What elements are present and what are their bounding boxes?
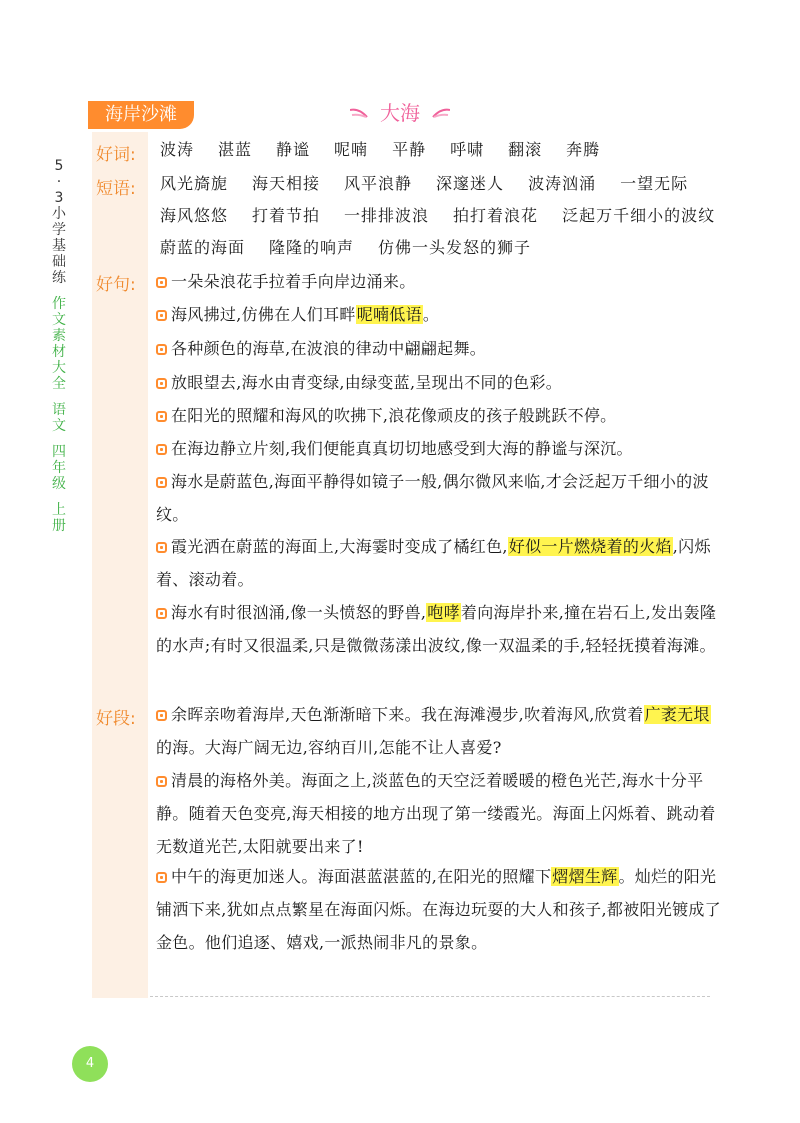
phrase-row-3 (160, 238, 555, 258)
page-title-block (340, 98, 460, 130)
phrase-row-2 (160, 206, 715, 226)
highlight: 熠熠生辉 (552, 867, 618, 886)
side-vertical-title (48, 158, 70, 534)
phrase-item: 风光旖旎 (160, 174, 229, 193)
side-char: 级 (52, 476, 66, 492)
phrase-item: 深邃迷人 (436, 174, 505, 193)
bullet-icon (156, 477, 167, 488)
side-char: 上 (52, 502, 66, 518)
phrase-item: 蔚蓝的海面 (160, 238, 246, 257)
side-char: 础 (52, 254, 66, 270)
bullet-icon (156, 411, 167, 422)
word-item: 波涛 (160, 140, 195, 159)
sentence-4: 放眼望去,海水由青变绿,由绿变蓝,呈现出不同的色彩。 (156, 366, 722, 399)
bullet-icon (156, 277, 167, 288)
paragraph-3: 中午的海更加迷人。海面湛蓝湛蓝的,在阳光的照耀下熠熠生辉。灿烂的阳光铺洒下来,犹如点点繁星在海面闪烁。在海边玩耍的大人和孩子,都被阳光镀成了金色。他们追逐、嬉戏,一派热闹非凡的景象。 (156, 867, 721, 952)
phrase-item: 海天相接 (252, 174, 321, 193)
side-char: 小 (52, 206, 66, 222)
phrase-item: 泛起万千细小的波纹 (562, 206, 716, 225)
bottom-divider (150, 996, 710, 997)
sentence-9: 海水有时很汹涌,像一头愤怒的野兽,咆哮着向海岸扑来,撞在岩石上,发出轰隆的水声;有时又很温柔,只是微微荡漾出波纹,像一双温柔的手,轻轻抚摸着海滩。 (156, 603, 717, 655)
sentence-8: 霞光洒在蔚蓝的海面上,大海霎时变成了橘红色,好似一片燃烧着的火焰,闪烁着、滚动着。 (156, 537, 711, 589)
side-char: 大 (52, 360, 66, 376)
phrase-item: 海风悠悠 (160, 206, 229, 225)
paragraph-1: 余晖亲吻着海岸,天色渐渐暗下来。我在海滩漫步,吹着海风,欣赏着广袤无垠的海。大海广阔无边,容纳百川,怎能不让人喜爱? (156, 705, 710, 757)
phrase-item: 一排排波浪 (344, 206, 430, 225)
highlight: 好似一片燃烧着的火焰 (508, 537, 672, 556)
bullet-icon (156, 710, 167, 721)
bullet-icon (156, 310, 167, 321)
phrase-item: 波涛汹涌 (528, 174, 597, 193)
left-ornament-icon (350, 108, 368, 118)
bullet-icon (156, 344, 167, 355)
side-char: 全 (52, 376, 66, 392)
side-subject (48, 402, 70, 434)
highlight: 广袤无垠 (644, 705, 710, 724)
word-item: 平静 (392, 140, 427, 159)
phrase-item: 仿佛一头发怒的狮子 (378, 238, 532, 257)
bullet-icon (156, 378, 167, 389)
word-list (160, 140, 624, 160)
phrase-item: 风平浪静 (344, 174, 413, 193)
bullet-icon (156, 444, 167, 455)
right-ornament-icon (432, 108, 450, 118)
side-char: 5 (54, 158, 64, 174)
bullet-icon (156, 542, 167, 553)
side-char: 素 (52, 328, 66, 344)
sentence-6: 在海边静立片刻,我们便能真真切切地感受到大海的静谧与深沉。 (156, 432, 722, 465)
bullet-icon (156, 872, 167, 883)
page-number: 4 (72, 1046, 108, 1082)
paragraph-2: 清晨的海格外美。海面之上,淡蓝色的天空泛着暖暖的橙色光芒,海水十分平静。随着天色变亮,海天相接的地方出现了第一缕霞光。海面上闪烁着、跳动着无数道光芒,太阳就要出来了! (156, 771, 716, 856)
side-char: 作 (52, 296, 66, 312)
side-char: 练 (52, 270, 66, 286)
word-item: 静谧 (276, 140, 311, 159)
highlight: 咆哮 (427, 603, 460, 622)
sentence-2: 海风拂过,仿佛在人们耳畔呢喃低语。 (156, 298, 722, 331)
side-char: 3 (54, 190, 64, 206)
word-item: 翻滚 (508, 140, 543, 159)
section-tag: 海岸沙滩 (88, 101, 194, 129)
phrase-item: 拍打着浪花 (453, 206, 539, 225)
side-char: 文 (52, 418, 66, 434)
side-char: 年 (52, 460, 66, 476)
word-item: 呼啸 (450, 140, 485, 159)
label-phrases: 短语: (96, 179, 136, 199)
side-char: 四 (52, 444, 66, 460)
side-brand (48, 158, 70, 286)
label-sentences: 好句: (96, 275, 136, 295)
label-words: 好词: (96, 145, 136, 165)
sentence-5: 在阳光的照耀和海风的吹拂下,浪花像顽皮的孩子般跳跃不停。 (156, 399, 722, 432)
side-char: 册 (52, 518, 66, 534)
label-paragraphs: 好段: (96, 709, 136, 729)
sentence-3: 各种颜色的海草,在波浪的律动中翩翩起舞。 (156, 332, 722, 365)
sentence-7: 海水是蔚蓝色,海面平静得如镜子一般,偶尔微风来临,才会泛起万千细小的波纹。 (156, 472, 709, 524)
side-book-title (48, 296, 70, 392)
phrase-row-1 (160, 174, 688, 194)
side-grade (48, 444, 70, 492)
side-char: 材 (52, 344, 66, 360)
page-title: 大海 (380, 101, 420, 125)
sentence-1: 一朵朵浪花手拉着手向岸边涌来。 (156, 265, 722, 298)
side-char: 学 (52, 222, 66, 238)
side-char: 基 (52, 238, 66, 254)
label-column-band (92, 132, 148, 998)
word-item: 呢喃 (334, 140, 369, 159)
bullet-icon (156, 608, 167, 619)
word-item: 湛蓝 (218, 140, 253, 159)
side-char: 文 (52, 312, 66, 328)
bullet-icon (156, 776, 167, 787)
side-char: 语 (52, 402, 66, 418)
highlight: 呢喃低语 (356, 305, 422, 324)
word-item: 奔腾 (566, 140, 601, 159)
phrase-item: 隆隆的响声 (269, 238, 355, 257)
side-volume (48, 502, 70, 534)
phrase-item: 一望无际 (620, 174, 689, 193)
side-char: · (56, 174, 62, 190)
phrase-item: 打着节拍 (252, 206, 321, 225)
